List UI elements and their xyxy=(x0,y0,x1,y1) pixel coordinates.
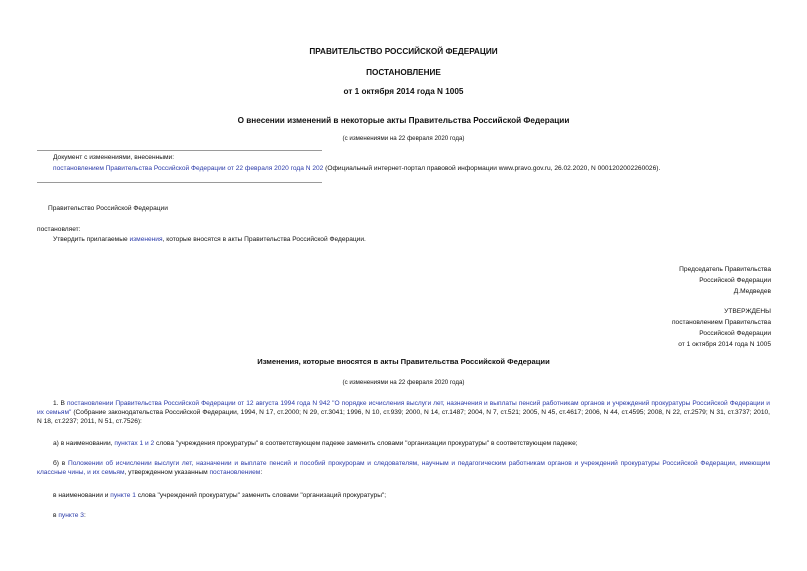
changes-box-source: (Официальный интернет-портал правовой информации www.pravo.gov.ru, 26.02.2020, N 0001202002260026). xyxy=(323,165,661,172)
resolution-942-link[interactable]: постановлении Правительства Российской Федерации от 12 августа 1994 года N 942 "О порядке исчисления выслуги лет, назначения и выплаты пенсий работникам органов и учреждений прокуратуры Российской Федерации и их семьям" xyxy=(37,400,770,416)
amending-resolution-link[interactable]: постановлением Правительства Российской Федерации от 22 февраля 2020 года N 202 xyxy=(53,165,324,172)
signature-position-line1: Председатель Правительства xyxy=(679,266,771,273)
approved-line4: от 1 октября 2014 года N 1005 xyxy=(678,341,771,348)
point-3-link[interactable]: пункте 3 xyxy=(58,512,84,519)
document-date-number: от 1 октября 2014 года N 1005 xyxy=(343,87,464,96)
annex-revision-note: (с изменениями на 22 февраля 2020 года) xyxy=(342,379,465,386)
government-name: ПРАВИТЕЛЬСТВО РОССИЙСКОЙ ФЕДЕРАЦИИ xyxy=(309,47,498,56)
document-title: О внесении изменений в некоторые акты Правительства Российской Федерации xyxy=(237,116,570,125)
signature-position-line2: Российской Федерации xyxy=(699,277,771,284)
annex-item-b2: в пункте 3: xyxy=(53,512,86,519)
changes-box-bottom-rule xyxy=(37,182,322,183)
changes-box-intro: Документ с изменениями, внесенными: xyxy=(53,154,175,161)
point-1-link[interactable]: пункте 1 xyxy=(110,492,136,499)
changes-link[interactable]: изменения xyxy=(129,236,163,243)
annex-item-a: а) в наименовании, пунктах 1 и 2 слова "учреждения прокуратуры" в соответствующем падеже заменить словами "организации прокуратуры" в соответствующем падеже; xyxy=(53,440,578,447)
approve-paragraph: Утвердить прилагаемые изменения, которые вносятся в акты Правительства Российской Федерации. xyxy=(53,236,366,243)
annex-item-b: б) в Положении об исчислении выслуги лет, назначении и выплате пенсий и пособий прокурорам и следователям, научным и педагогическим работникам органов и учреждений прокуратуры Российской Федерации, имеющим классные чины, и их семьям, утвержденном указанным постановлением: xyxy=(37,460,771,476)
points-1-2-link[interactable]: пунктах 1 и 2 xyxy=(114,440,155,447)
approved-line1: УТВЕРЖДЕНЫ xyxy=(724,308,771,315)
annex-item-1: 1. В постановлении Правительства Российской Федерации от 12 августа 1994 года N 942 "О порядке исчисления выслуги лет, назначения и выплаты пенсий работникам органов и учреждений прокуратуры Российской Федерации и их семьям" (Собрание законодательства Российской Федерации, 1994, N 17, ст.2000; N 29, ст.3041; 1996, N 10, ст.939; 2000, N 14, ст.1487; 2004, N 7, ст.521; 2005, N 45, ст.4617; 2006, N 44, ст.4595; 2008, N 22, ст.2579; N 31, ст.3737; 2010, N 18, ст.2237; 2011, N 51, ст.7526): xyxy=(37,400,770,425)
annex-title: Изменения, которые вносятся в акты Правительства Российской Федерации xyxy=(257,357,550,366)
signature-name: Д.Медведев xyxy=(733,288,771,295)
issuer: Правительство Российской Федерации xyxy=(48,205,168,212)
changes-box-top-rule xyxy=(37,150,322,151)
approved-line3: Российской Федерации xyxy=(699,330,771,337)
approved-line2: постановлением Правительства xyxy=(671,319,771,326)
changes-box-line xyxy=(53,165,660,174)
resolution-link[interactable]: постановлением xyxy=(209,468,261,476)
pension-regulation-link[interactable]: Положении об исчислении выслуги лет, назначении и выплате пенсий и пособий прокурорам и следователям, научным и педагогическим работникам органов и учреждений прокуратуры Российской Федерации, имеющим классные чины, и их семьям xyxy=(37,460,771,476)
revision-note: (с изменениями на 22 февраля 2020 года) xyxy=(342,135,465,142)
resolves-label: постановляет: xyxy=(37,226,81,233)
document-type: ПОСТАНОВЛЕНИЕ xyxy=(366,68,441,77)
annex-item-b1: в наименовании и пункте 1 слова "учреждений прокуратуры" заменить словами "организаций прокуратуры"; xyxy=(53,492,387,499)
